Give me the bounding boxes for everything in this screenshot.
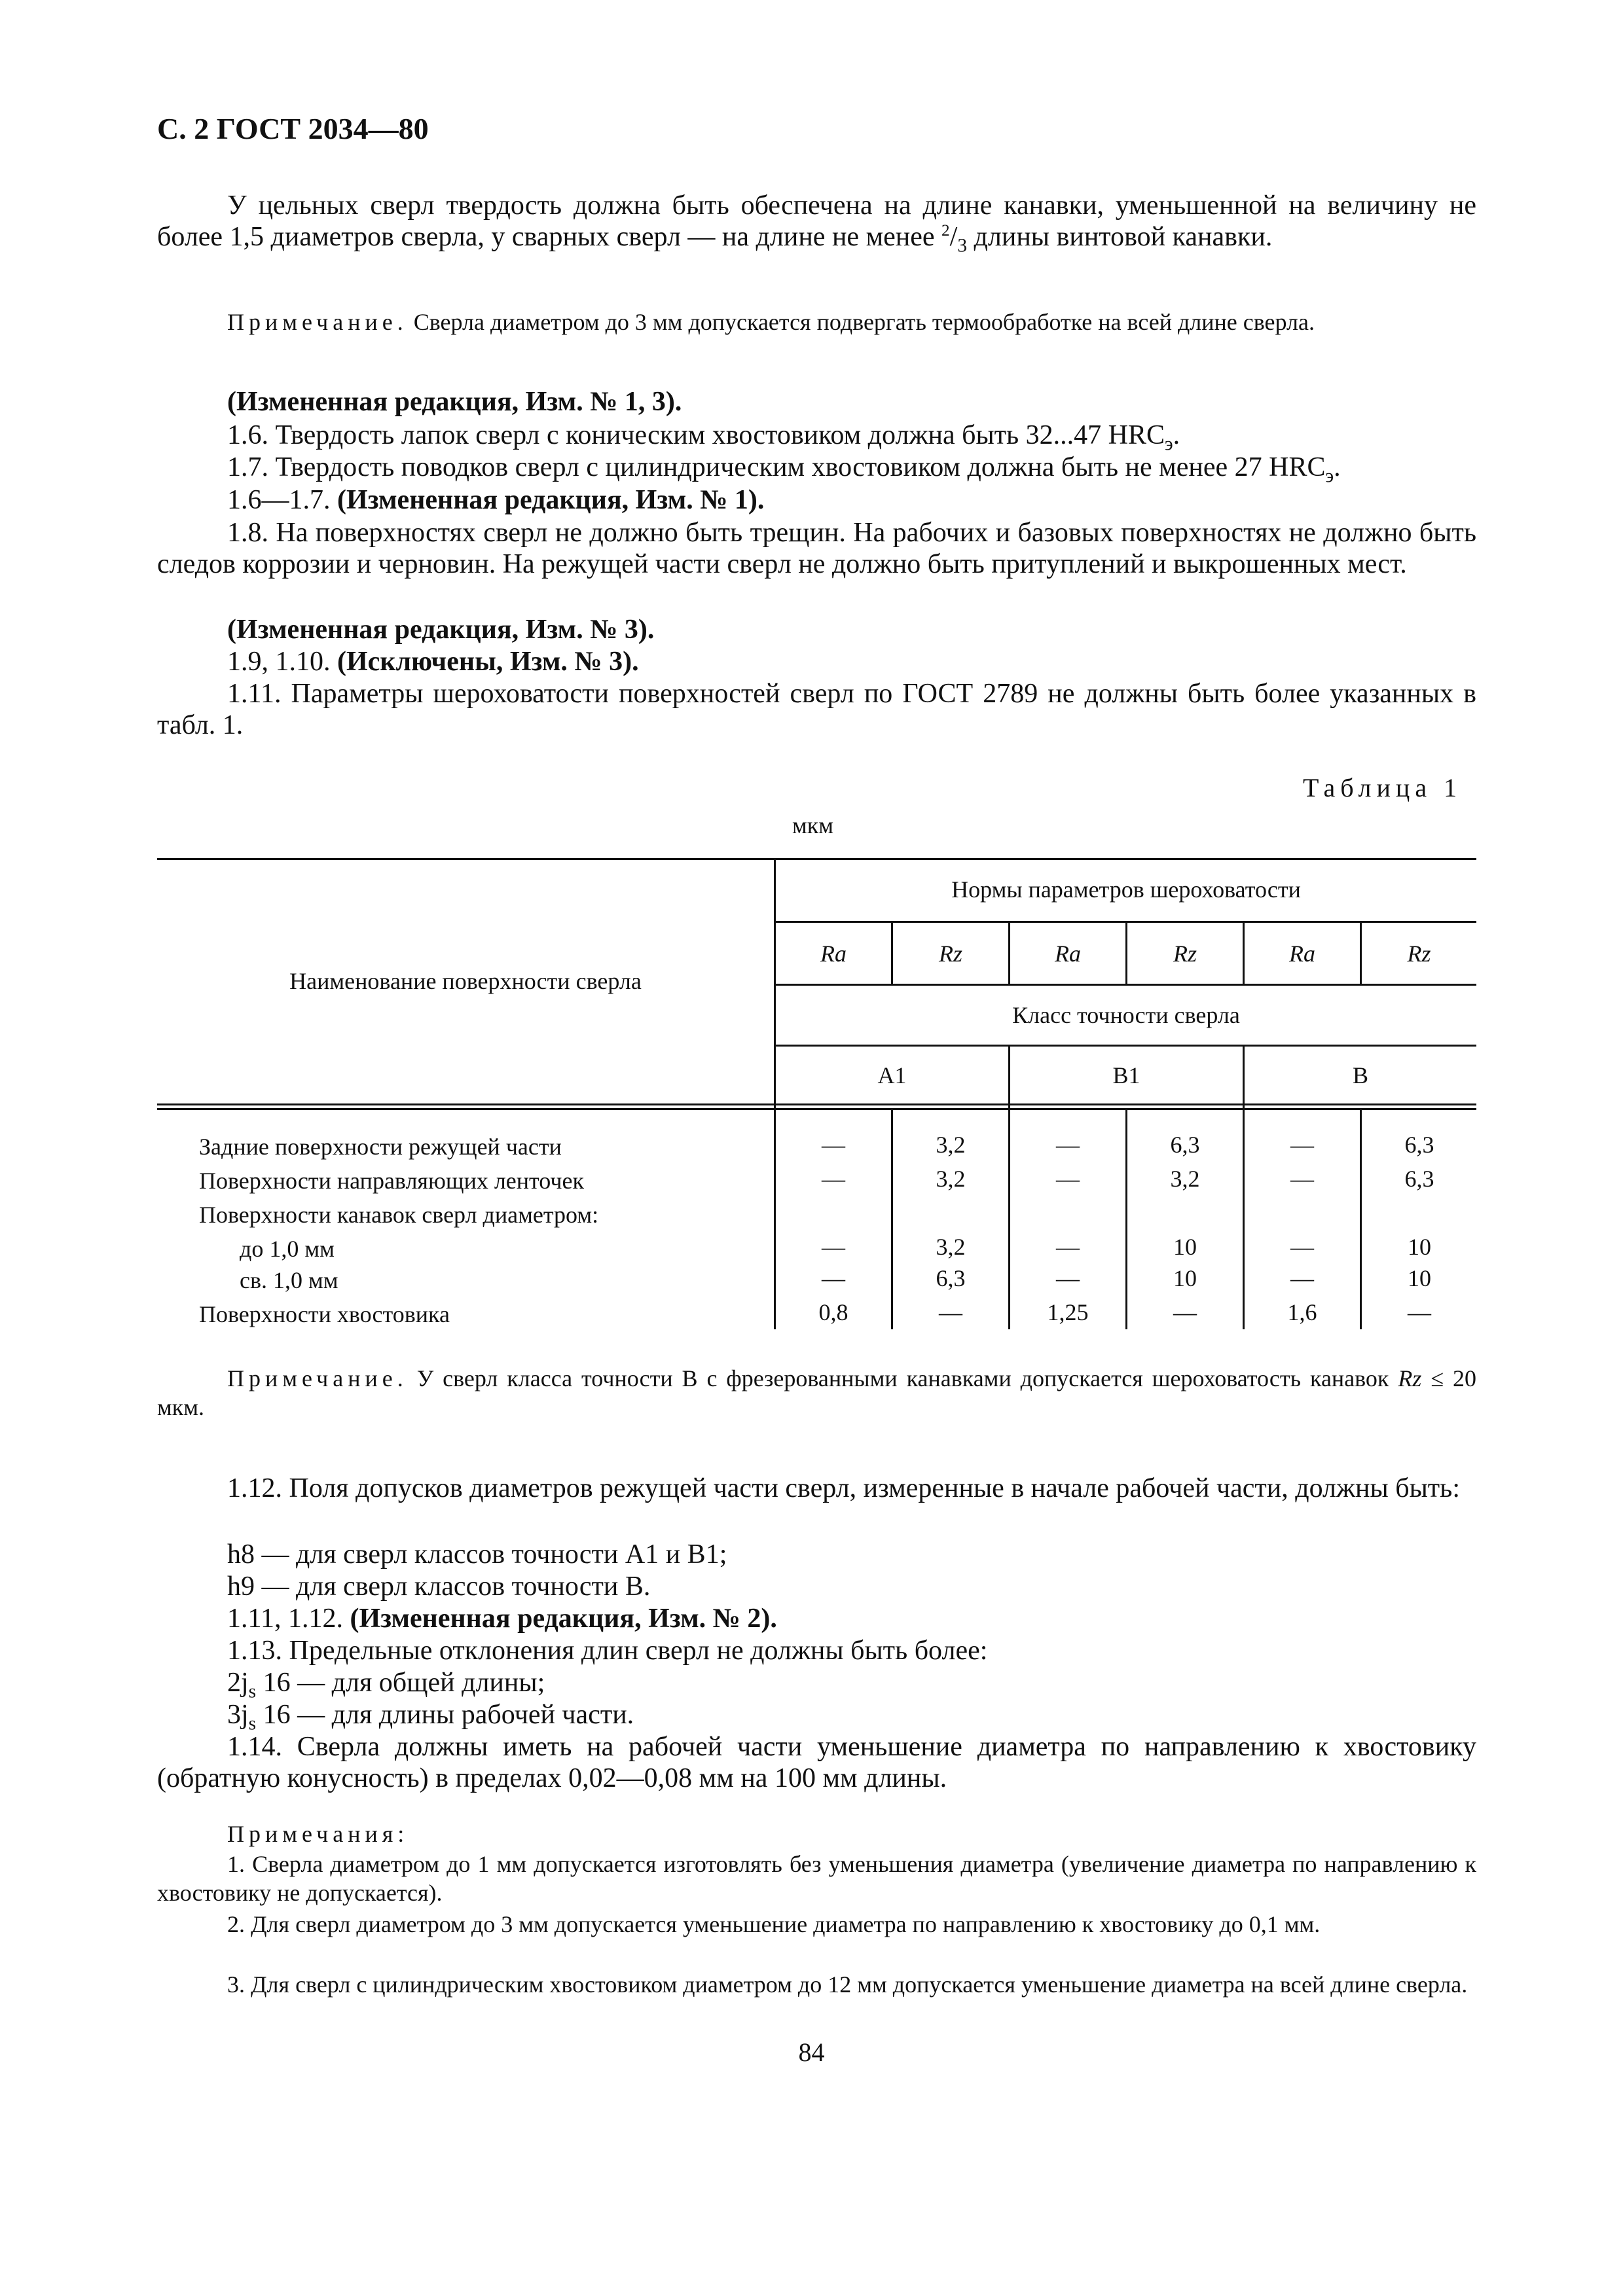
clause-number: 1.7.: [227, 452, 268, 482]
table-cell: 10: [1408, 1265, 1431, 1291]
clause-text: Твердость поводков сверл с цилиндрическим хвостовиком должна быть не менее 27 HRC: [275, 452, 1326, 482]
tolerance-text: 16 — для длины рабочей части.: [263, 1700, 634, 1730]
paragraph-hardness-length: У цельных сверл твердость должна быть обеспечена на длине канавки, уменьшенной на величину не более 1,5 диаметров сверла, у сварных сверл — на длине не менее $^2/_3$ длины винтовой канавки.: [157, 190, 1476, 257]
tolerance-subscript: s: [248, 1681, 257, 1702]
clause-text: Поля допусков диаметров режущей части сверл, измеренные в начале рабочей части, должны быть:: [289, 1473, 1460, 1503]
table-cell: —: [1056, 1132, 1080, 1158]
clause-1-14: [157, 1731, 1476, 1794]
fraction-denominator: 3: [957, 235, 968, 257]
table-cell: 3,2: [1170, 1166, 1200, 1192]
table-cell: 10: [1173, 1265, 1197, 1291]
paragraph-text: У цельных сверл твердость должна быть обеспечена на длине канавки, уменьшенной на величину не более 1,5 диаметров сверла, у сварных сверл — на длине не менее: [157, 190, 1476, 252]
clause-1-7: 1.7. Твердость поводков сверл с цилиндрическим хвостовиком должна быть не менее 27 $HRC_э$.: [227, 452, 1341, 487]
clause-text: Предельные отклонения длин сверл не должны быть более:: [289, 1636, 988, 1666]
tolerance-text: 16 — для общей длины;: [263, 1668, 545, 1698]
param-header: Rz: [1407, 940, 1431, 967]
clause-text: Сверла должны иметь на рабочей части уменьшение диаметра по направлению к хвостовику (обратную конусность) в пределах 0,02—0,08 мм на 100 мм длины.: [157, 1732, 1477, 1793]
table-cell: 6,3: [1404, 1132, 1434, 1158]
change-note: (Измененная редакция, Изм. № 1).: [337, 485, 765, 515]
clause-1-9-1-10: [227, 646, 639, 677]
clause-text: Твердость лапок сверл с коническим хвостовиком должна быть 32...47 HRC: [275, 420, 1165, 450]
clause-number: 1.14.: [227, 1732, 282, 1762]
param-header: Ra: [820, 940, 847, 967]
notes-label: Примечания:: [227, 1821, 409, 1847]
table-row-label: св. 1,0 мм: [240, 1267, 338, 1293]
table-cell: 3,2: [936, 1234, 966, 1260]
clause-1-6-1-7: [227, 484, 764, 516]
clause-1-11: [157, 678, 1476, 741]
class-header: A1: [877, 1062, 907, 1088]
table-unit: мкм: [792, 812, 834, 838]
table-cell: —: [822, 1234, 845, 1260]
table-cell: —: [1056, 1234, 1080, 1260]
table-header-norms: Нормы параметров шероховатости: [951, 876, 1301, 903]
table-head-rule: [157, 1103, 1476, 1105]
hrc-subscript: э: [1165, 433, 1173, 455]
table-cell: —: [1290, 1234, 1314, 1260]
clause-1-11-1-12: [227, 1603, 777, 1634]
table-row-label: Поверхности направляющих ленточек: [199, 1168, 584, 1194]
table-cell: —: [1290, 1265, 1314, 1291]
clause-number: 1.13.: [227, 1636, 282, 1666]
note-text: Сверла диаметром до 3 мм допускается подвергать термообработке на всей длине сверла.: [413, 309, 1315, 335]
clause-number: 1.11.: [227, 679, 282, 709]
note-label: Примечание.: [227, 1365, 408, 1391]
param-header: Rz: [939, 940, 962, 967]
clause-number: 1.6.: [227, 420, 268, 450]
clause-1-13-line-working: [227, 1699, 634, 1734]
table-cell: —: [1056, 1166, 1080, 1192]
table-cell: —: [939, 1299, 962, 1325]
clause-number: 1.11, 1.12.: [227, 1604, 343, 1634]
note-text-end: ≤ 20 мкм.: [157, 1365, 1477, 1420]
fraction-numerator: 2: [941, 222, 950, 240]
table-row-label: до 1,0 мм: [240, 1236, 335, 1262]
clause-1-12-line-h9: h9 — для сверл классов точности В.: [227, 1571, 651, 1602]
table-row-label: Поверхности хвостовика: [199, 1301, 450, 1327]
tolerance-subscript: s: [248, 1713, 257, 1734]
clause-1-8: [157, 517, 1476, 580]
clause-number: 1.8.: [227, 518, 268, 548]
table-cell: —: [1173, 1299, 1197, 1325]
clause-text: Параметры шероховатости поверхностей сверл по ГОСТ 2789 не должны быть более указанных в табл. 1.: [157, 679, 1477, 740]
clause-1-12-line-h8: h8 — для сверл классов точности А1 и В1;: [227, 1539, 727, 1570]
table-cell: 10: [1173, 1234, 1197, 1260]
page-header: С. 2 ГОСТ 2034—80: [157, 112, 429, 145]
table-cell: —: [822, 1132, 845, 1158]
param-header: Rz: [1173, 940, 1197, 967]
table-cell: —: [822, 1265, 845, 1291]
table-cell: 10: [1408, 1234, 1431, 1260]
table-row-label: Поверхности канавок сверл диаметром:: [199, 1202, 599, 1228]
class-header: B1: [1112, 1062, 1140, 1088]
note-milled-grooves: [157, 1364, 1476, 1422]
clause-number: 1.6—1.7.: [227, 485, 331, 515]
change-note: (Измененная редакция, Изм. № 2).: [350, 1604, 777, 1634]
clause-1-13-line-total: [227, 1667, 545, 1702]
table-cell: —: [822, 1166, 845, 1192]
clause-1-12: [157, 1473, 1476, 1504]
note-item-3: 3. Для сверл с цилиндрическим хвостовиком диаметром до 12 мм допускается уменьшение диаметра на всей длине сверла.: [227, 1971, 1468, 1998]
note-item-1: 1. Сверла диаметром до 1 мм допускается изготовлять без уменьшения диаметра (увеличение диаметра по направлению к хвостовику не допускается).: [157, 1851, 1476, 1906]
table-header-class: Класс точности сверла: [1012, 1002, 1240, 1028]
table-cell: 6,3: [936, 1265, 966, 1291]
table-cell: 3,2: [936, 1132, 966, 1158]
hrc-subscript: э: [1325, 465, 1334, 487]
table-cell: —: [1056, 1265, 1080, 1291]
page-number: 84: [798, 2037, 825, 2067]
clause-number: 1.12.: [227, 1473, 282, 1503]
table-cell: 1,6: [1287, 1299, 1317, 1325]
note-heat-treatment: [157, 308, 1476, 336]
clause-text: На поверхностях сверл не должно быть трещин. На рабочих и базовых поверхностях не должно быть следов коррозии и черновин. На режущей части сверл не должно быть притуплений и выкрошенных мест.: [157, 518, 1477, 579]
table-cell: 6,3: [1170, 1132, 1200, 1158]
table-cell: 1,25: [1047, 1299, 1089, 1325]
change-note: (Исключены, Изм. № 3).: [337, 647, 639, 677]
table-cell: 0,8: [818, 1299, 848, 1325]
clause-number: 1.9, 1.10.: [227, 647, 331, 677]
roughness-table: [157, 858, 1476, 1329]
note-rz: Rz: [1398, 1365, 1422, 1391]
tolerance-symbol: 2j: [227, 1668, 249, 1698]
table-cell: —: [1290, 1132, 1314, 1158]
table-header-name: Наименование поверхности сверла: [289, 967, 642, 994]
clause-1-13: [227, 1635, 987, 1666]
note-text: У сверл класса точности В с фрезерованными канавками допускается шероховатость канавок: [416, 1365, 1389, 1391]
table-head-rule: [157, 1108, 1476, 1110]
note-label: Примечание.: [227, 309, 408, 335]
note-item-2: 2. Для сверл диаметром до 3 мм допускается уменьшение диаметра по направлению к хвостовику до 0,1 мм.: [227, 1911, 1321, 1937]
change-note-1-3: (Измененная редакция, Изм. № 1, 3).: [227, 387, 682, 417]
table-cell: 3,2: [936, 1166, 966, 1192]
tolerance-symbol: 3j: [227, 1700, 249, 1730]
table-row-label: Задние поверхности режущей части: [199, 1134, 562, 1160]
table-cell: 6,3: [1404, 1166, 1434, 1192]
param-header: Ra: [1289, 940, 1315, 967]
table-caption: Таблица 1: [1303, 773, 1463, 802]
table-cell: —: [1408, 1299, 1431, 1325]
change-note-3: (Измененная редакция, Изм. № 3).: [227, 615, 655, 645]
clause-1-6: 1.6. Твердость лапок сверл с коническим хвостовиком должна быть 32...47 $HRC_э$.: [227, 420, 1180, 455]
param-header: Ra: [1055, 940, 1081, 967]
class-header: B: [1352, 1062, 1368, 1088]
table-cell: —: [1290, 1166, 1314, 1192]
paragraph-text-end: длины винтовой канавки.: [974, 222, 1273, 252]
